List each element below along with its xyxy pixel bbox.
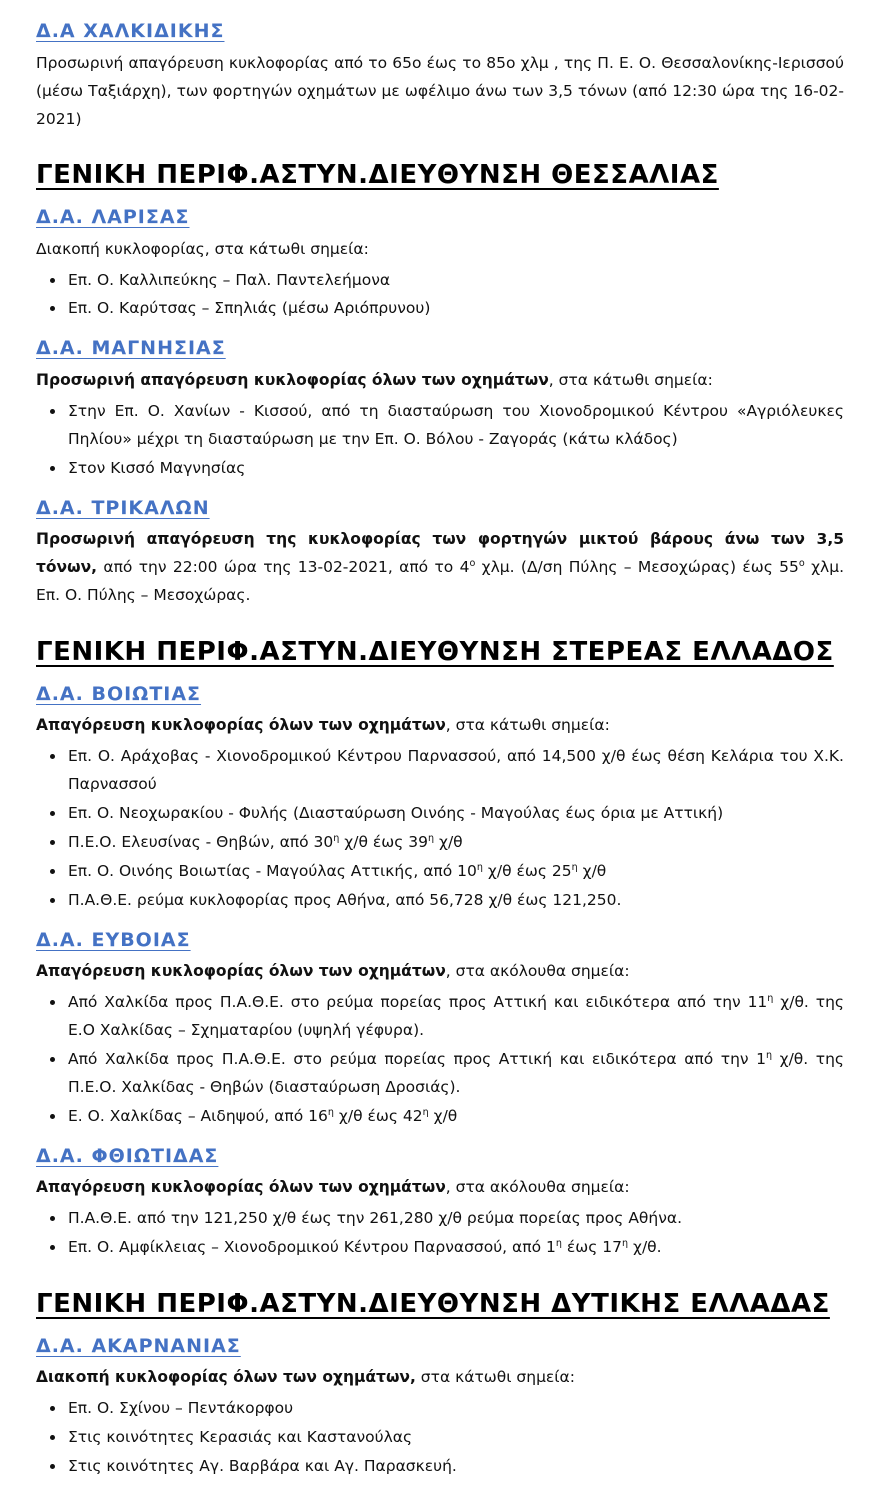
paragraph <box>36 526 844 610</box>
paragraph <box>36 236 844 264</box>
text-run: Π.Α.Θ.Ε. ρεύμα κυκλοφορίας προς Αθήνα, από 56,728 χ/θ έως 121,250. <box>68 890 622 909</box>
paragraph <box>36 50 844 134</box>
text-run: Από Χαλκίδα προς Π.Α.Θ.Ε. στο ρεύμα πορείας προς Αττική και ειδικότερα από την 1 <box>68 1049 766 1068</box>
text-run: , στα κάτωθι σημεία: <box>445 716 610 735</box>
text-run-superscript: ο <box>469 558 476 570</box>
text-run-superscript: η <box>571 861 578 873</box>
text-run: Επ. Ο. Καρύτσας – Σπηλιάς (μέσω Αριόπρυνου) <box>68 299 431 318</box>
text-run: χ/θ έως 42 <box>333 1106 423 1125</box>
text-run-superscript: η <box>765 1049 773 1061</box>
text-run-superscript: η <box>327 1106 334 1118</box>
text-run: Π.Ε.Ο. Ελευσίνας - Θηβών, από 30 <box>68 832 334 851</box>
text-run-bold: Απαγόρευση κυκλοφορίας όλων των οχημάτων <box>36 962 446 981</box>
district-heading: Δ.Α. ΛΑΡΙΣΑΣ <box>36 205 190 228</box>
text-run: στα κάτωθι σημεία: <box>415 1368 575 1387</box>
text-run-bold: Προσωρινή απαγόρευση κυκλοφορίας όλων των οχημάτων <box>36 371 549 390</box>
paragraph <box>36 1174 844 1202</box>
text-run: Π.Α.Θ.Ε. από την 121,250 χ/θ έως την 261,280 χ/θ ρεύμα πορείας προς Αθήνα. <box>68 1209 683 1228</box>
bullet-item <box>66 1205 844 1233</box>
text-run-bold: Προσωρινή απαγόρευση της κυκλοφορίας των φορτηγών μικτού βάρους άνω των 3,5 τόνων, <box>36 530 844 577</box>
bullet-list <box>36 1395 844 1481</box>
text-run: χ/θ έως 25 <box>482 861 572 880</box>
text-run: έως 17 <box>561 1238 622 1257</box>
paragraph <box>36 1364 844 1392</box>
district-heading: Δ.Α. ΤΡΙΚΑΛΩΝ <box>36 496 210 519</box>
district-heading: Δ.Α. ΒΟΙΩΤΙΑΣ <box>36 682 202 705</box>
text-run: Στις κοινότητες Αγ. Βαρβάρα και Αγ. Παρασκευή. <box>68 1457 457 1475</box>
text-run: χ/θ <box>434 832 463 851</box>
text-run: Επ. Ο. Οινόης Βοιωτίας - Μαγούλας Αττικής, από 10 <box>68 861 477 880</box>
paragraph <box>36 712 844 740</box>
bullet-item <box>66 829 844 857</box>
text-run-superscript: η <box>767 993 774 1005</box>
section-heading: ΓΕΝΙΚΗ ΠΕΡΙΦ.ΑΣΤΥΝ.ΔΙΕΥΘΥΝΣΗ ΔΥΤΙΚΗΣ ΕΛΛΑΔΑΣ <box>36 1289 830 1320</box>
district-heading: Δ.Α. ΑΚΑΡΝΑΝΙΑΣ <box>36 1334 241 1357</box>
text-run: Στην Επ. Ο. Χανίων - Κισσού, από τη διασταύρωση του Χιονοδρομικού Κέντρου «Αγριόλευκες Πηλίου» μέχρι τη διασταύρωση με την Επ. Ο. Βόλου - Ζαγοράς (κάτω κλάδος) <box>68 401 844 448</box>
text-run: Στις κοινότητες Κερασιάς και Καστανούλας <box>68 1428 413 1447</box>
text-run: Επ. Ο. Αράχοβας - Χιονοδρομικού Κέντρου Παρνασσού, από 14,500 χ/θ έως θέση Κελάρια του Χ.Κ. Παρνασσού <box>68 747 844 794</box>
text-run: χ/θ. <box>628 1238 662 1257</box>
section-heading: ΓΕΝΙΚΗ ΠΕΡΙΦ.ΑΣΤΥΝ.ΔΙΕΥΘΥΝΣΗ ΘΕΣΣΑΛΙΑΣ <box>36 160 719 191</box>
bullet-item <box>66 1103 844 1131</box>
text-run: χ/θ. της Ε.Ο Χαλκίδας – Σχηματαρίου (υψηλή γέφυρα). <box>68 993 844 1040</box>
bullet-list <box>36 398 844 483</box>
text-run-superscript: η <box>422 1106 429 1118</box>
text-run: Ε. Ο. Χαλκίδας – Αιδηψού, από 16 <box>68 1106 328 1125</box>
text-run-bold: Διακοπή κυκλοφορίας όλων των οχημάτων, <box>36 1368 416 1387</box>
district-heading: Δ.Α. ΕΥΒΟΙΑΣ <box>36 928 191 951</box>
district-heading: Δ.Α. ΜΑΓΝΗΣΙΑΣ <box>36 337 226 360</box>
text-run: χλμ. Επ. Ο. Πύλης – Μεσοχώρας. <box>36 558 845 605</box>
text-run: , στα ακόλουθα σημεία: <box>445 1178 630 1197</box>
text-run: χ/θ έως 39 <box>339 832 428 851</box>
text-run: Στον Κισσό Μαγνησίας <box>68 458 246 477</box>
bullet-item <box>66 887 844 915</box>
bullet-item <box>66 858 844 886</box>
bullet-item <box>66 295 844 323</box>
document-body <box>36 20 844 1481</box>
text-run: Από Χαλκίδα προς Π.Α.Θ.Ε. στο ρεύμα πορείας προς Αττική και ειδικότερα από την 11 <box>68 993 768 1012</box>
bullet-item <box>66 398 844 454</box>
text-run: χλμ. (Δ/ση Πύλης – Μεσοχώρας) έως 55 <box>475 558 799 577</box>
text-run-superscript: η <box>476 861 483 873</box>
text-run-bold: Απαγόρευση κυκλοφορίας όλων των οχημάτων <box>36 716 446 735</box>
bullet-list <box>36 267 844 324</box>
bullet-item <box>66 1424 844 1452</box>
bullet-item <box>66 1395 844 1423</box>
text-run-superscript: η <box>427 832 435 844</box>
bullet-item <box>66 800 844 828</box>
text-run: Διακοπή κυκλοφορίας, στα κάτωθι σημεία: <box>36 239 369 258</box>
text-run-superscript: η <box>555 1238 562 1250</box>
paragraph <box>36 958 844 986</box>
text-run: χ/θ <box>577 861 607 880</box>
bullet-item <box>66 1234 844 1262</box>
text-run: Προσωρινή απαγόρευση κυκλοφορίας από το 65ο έως το 85ο χλμ , της Π. Ε. Ο. Θεσσαλονίκης-Ιερισσού (μέσω Ταξιάρχη), των φορτηγών οχημάτων με ωφέλιμο άνω των 3,5 τόνων (από 12:30 ώρα της 16-02-2021) <box>36 53 844 128</box>
text-run: Επ. Ο. Καλλιπεύκης – Παλ. Παντελεήμονα <box>68 270 391 289</box>
district-heading: Δ.Α ΧΑΛΚΙΔΙΚΗΣ <box>36 20 225 42</box>
bullet-list <box>36 743 844 914</box>
text-run: χ/θ <box>428 1106 458 1125</box>
district-heading: Δ.Α. ΦΘΙΩΤΙΔΑΣ <box>36 1144 219 1167</box>
bullet-list <box>36 989 844 1130</box>
text-run-superscript: ο <box>798 558 805 570</box>
text-run-bold: Απαγόρευση κυκλοφορίας όλων των οχημάτων <box>36 1178 446 1197</box>
bullet-item <box>66 455 844 483</box>
bullet-item <box>66 989 844 1045</box>
text-run-superscript: η <box>333 832 340 844</box>
bullet-item <box>66 1453 844 1481</box>
bullet-item <box>66 1046 844 1102</box>
text-run: Επ. Ο. Αμφίκλειας – Χιονοδρομικού Κέντρου Παρνασσού, από 1 <box>68 1238 556 1257</box>
text-run: Επ. Ο. Σχίνου – Πεντάκορφου <box>68 1399 294 1418</box>
text-run: χ/θ. της Π.Ε.Ο. Χαλκίδας - Θηβών (διασταύρωση Δροσιάς). <box>68 1049 844 1096</box>
section-heading: ΓΕΝΙΚΗ ΠΕΡΙΦ.ΑΣΤΥΝ.ΔΙΕΥΘΥΝΣΗ ΣΤΕΡΕΑΣ ΕΛΛΑΔΟΣ <box>36 637 834 668</box>
text-run: Επ. Ο. Νεοχωρακίου - Φυλής (Διασταύρωση Οινόης - Μαγούλας έως όρια με Αττική) <box>68 804 724 822</box>
text-run-superscript: η <box>621 1238 629 1250</box>
text-run: , στα ακόλουθα σημεία: <box>445 962 630 981</box>
bullet-item <box>66 743 844 799</box>
bullet-item <box>66 267 844 295</box>
paragraph <box>36 367 844 395</box>
text-run: , στα κάτωθι σημεία: <box>548 371 713 390</box>
text-run: από την 22:00 ώρα της 13-02-2021, από το 4 <box>97 558 470 577</box>
